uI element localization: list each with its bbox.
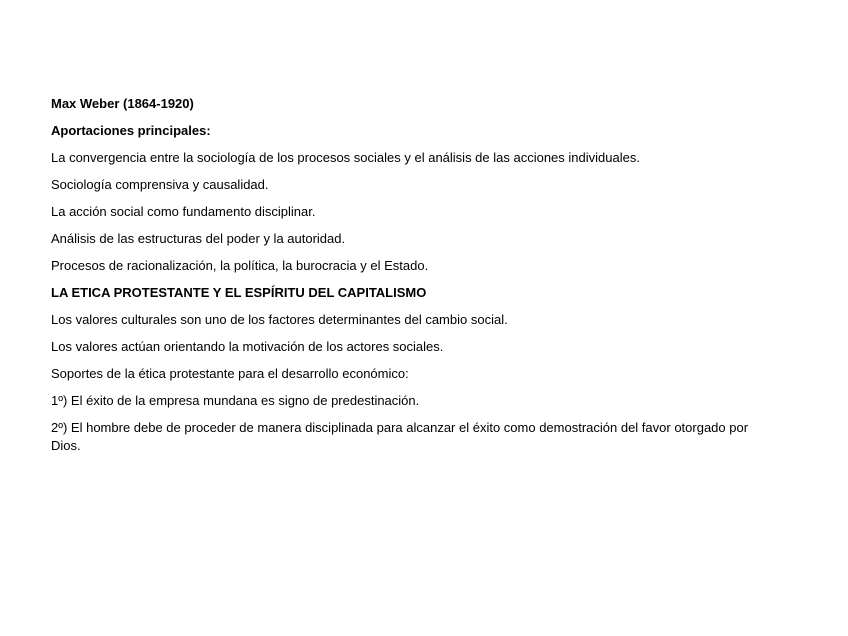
section-paragraph: 1º) El éxito de la empresa mundana es signo de predestinación. xyxy=(51,393,420,408)
contributions-heading: Aportaciones principales: xyxy=(51,123,211,138)
section-paragraph: Los valores actúan orientando la motivación de los actores sociales. xyxy=(51,339,444,354)
section-paragraph: Soportes de la ética protestante para el desarrollo económico: xyxy=(51,366,409,381)
section-paragraph: Los valores culturales son uno de los factores determinantes del cambio social. xyxy=(51,312,508,327)
document-page xyxy=(51,95,781,464)
contribution-item: La convergencia entre la sociología de los procesos sociales y el análisis de las acciones individuales. xyxy=(51,150,640,165)
contribution-item: Sociología comprensiva y causalidad. xyxy=(51,177,269,192)
document-title: Max Weber (1864-1920) xyxy=(51,96,194,111)
contribution-item: Procesos de racionalización, la política, la burocracia y el Estado. xyxy=(51,258,429,273)
section-heading: LA ETICA PROTESTANTE Y EL ESPÍRITU DEL CAPITALISMO xyxy=(51,285,427,300)
contribution-item: La acción social como fundamento disciplinar. xyxy=(51,204,316,219)
contribution-item: Análisis de las estructuras del poder y la autoridad. xyxy=(51,231,346,246)
section-paragraph: 2º) El hombre debe de proceder de manera disciplinada para alcanzar el éxito como demostración del favor otorgado por Dios. xyxy=(51,420,749,453)
